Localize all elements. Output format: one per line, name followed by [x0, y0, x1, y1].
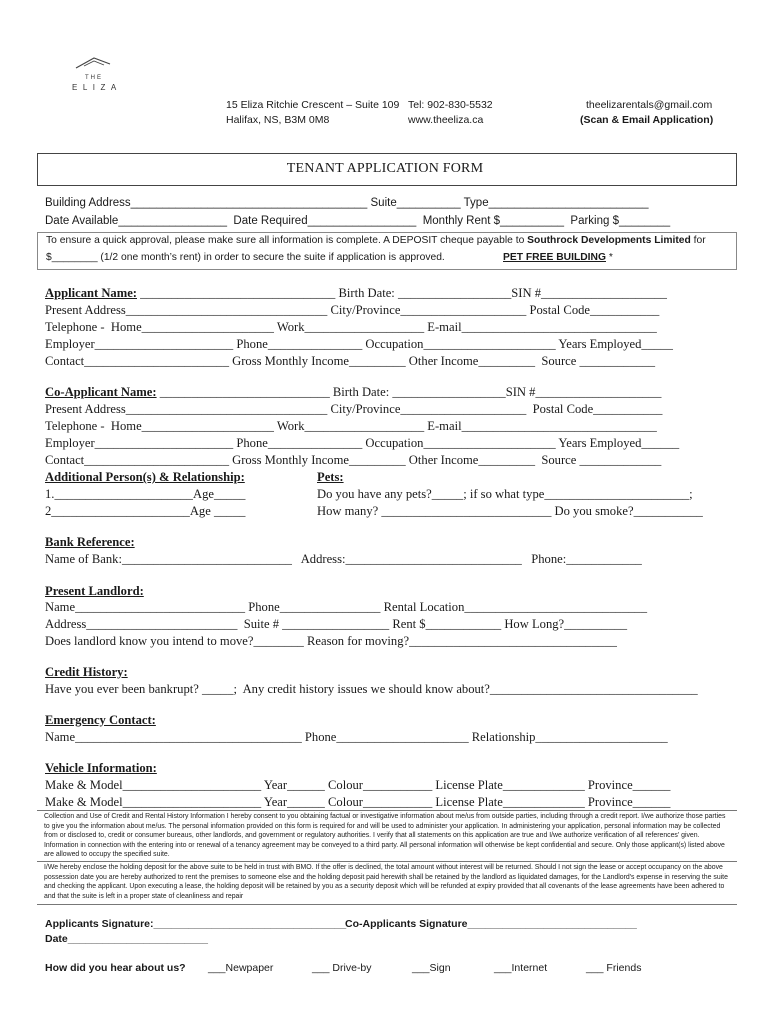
applicant-line-2[interactable]: Present Address________________________________ City/Province____________________ Postal Code___________: [45, 303, 660, 317]
email-link[interactable]: theelizarentals@gmail.com: [586, 99, 713, 111]
coapplicant-heading: Co-Applicant Name:: [45, 385, 157, 399]
property-row-1[interactable]: Building Address_____________________________________ Suite__________ Type_________________________: [45, 197, 649, 209]
website-link[interactable]: www.theeliza.ca: [408, 114, 484, 126]
disclaimer-credit-consent: Collection and Use of Credit and Rental History Information I hereby consent to you obtaining factual or investigative information about me/us from outside parties, including through a credit report. I/we authorize those parties to give you the information about me/us. The personal information provided on this form is required for and will be used to administer your application. In administering your application, personal information may be collected from or disclosed to, credit or consumer bureaus, other landlords, and government or regulatory authorities. I verify that all statements on this application are true and I/we authorize verification of all references' given. Information in connection with the entering into or renewal of a tenancy agreement may be conveyed to a third party. All personal information will otherwise be kept confidential and secure. Only those applicant(s) listed above are allowed to occupy the specified suite.: [44, 813, 726, 858]
bank-heading: Bank Reference:: [45, 535, 135, 549]
landlord-line-1[interactable]: Name___________________________ Phone________________ Rental Location_____________________________: [45, 600, 648, 614]
coapplicant-line-3[interactable]: Telephone - Home_____________________ Work___________________ E-mail_______________________________: [45, 419, 657, 433]
disclaimer-divider-mid: [37, 861, 737, 862]
pets-question-1[interactable]: Do you have any pets?_____; if so what type_______________________;: [317, 487, 693, 501]
credit-line-1[interactable]: Have you ever been bankrupt? _____; Any credit history issues we should know about?_________________________________: [45, 682, 698, 696]
coapplicant-line-4[interactable]: Employer______________________ Phone_______________ Occupation_____________________ Years Employed______: [45, 436, 680, 450]
coapplicant-signature[interactable]: Co-Applicants Signature_____________________________: [345, 918, 637, 930]
vehicle-line-2[interactable]: Make & Model______________________ Year______ Colour___________ License Plate_____________ Province______: [45, 795, 671, 809]
pet-free-label: [503, 252, 613, 263]
telephone: Tel: 902-830-5532: [408, 99, 493, 111]
pets-heading: Pets:: [317, 470, 344, 484]
scan-email-note: (Scan & Email Application): [580, 114, 714, 126]
emergency-line-1[interactable]: Name____________________________________ Phone_____________________ Relationship_____________________: [45, 730, 668, 744]
pet-free-star: *: [605, 252, 613, 263]
coapplicant-l1[interactable]: ___________________________ Birth Date: __________________SIN #____________________: [156, 385, 662, 399]
applicant-line-5[interactable]: Contact_______________________ Gross Monthly Income_________ Other Income_________ Source ____________: [45, 354, 656, 368]
disclaimer-divider-bottom: [37, 904, 737, 905]
applicant-signature[interactable]: Applicants Signature:_________________________________: [45, 918, 347, 930]
disclaimer-deposit: I/We hereby enclose the holding deposit for the above suite to be held in trust with BMO. If the offer is declined, the total amount without interest will be returned. Should I not sign the lease or accept occupancy on the above possession date you are hereby authorized to rent the premises to someone else and the holding deposit paid herewith shall be retained by the landlord as liquidated damages, for the Landlord's expense in reserving the suite and checking the applicant. Upon executing a lease, the holding deposit will be retained by you as a security deposit which will be refunded at expiry provided that all covenants of the lease agreements have been adhered to and that the suite is left in a proper state of cleanliness and repair: [44, 864, 728, 900]
vehicle-heading: Vehicle Information:: [45, 761, 157, 775]
hear-option-driveby[interactable]: ___ Drive-by: [312, 962, 372, 974]
applicant-line-1[interactable]: [45, 285, 667, 301]
notice-text: To ensure a quick approval, please make sure all information is complete. A DEPOSIT cheque payable to: [46, 235, 528, 246]
logo-eliza: ELIZA: [72, 83, 122, 92]
hear-option-internet[interactable]: ___Internet: [494, 962, 548, 974]
form-title: TENANT APPLICATION FORM: [286, 161, 484, 176]
hear-option-sign[interactable]: ___Sign: [412, 962, 451, 974]
disclaimer-divider-top: [37, 810, 737, 811]
credit-heading: Credit History:: [45, 665, 128, 679]
hear-option-newspaper[interactable]: ___Newpaper: [208, 962, 274, 974]
landlord-line-3[interactable]: Does landlord know you intend to move?________ Reason for moving?_________________________________: [45, 634, 617, 648]
pets-question-2[interactable]: How many? ___________________________ Do you smoke?___________: [317, 504, 703, 518]
address-line2: Halifax, NS, B3M 0M8: [226, 114, 330, 126]
notice-line-2: [46, 252, 445, 263]
logo: [66, 54, 122, 96]
applicant-heading: Applicant Name:: [45, 286, 137, 300]
landlord-heading: Present Landlord:: [45, 584, 144, 598]
applicant-line-4[interactable]: Employer______________________ Phone_______________ Occupation_____________________ Years Employed_____: [45, 337, 673, 351]
applicant-l1[interactable]: _______________________________ Birth Date: __________________SIN #____________________: [137, 286, 667, 300]
notice-line-1: [46, 235, 706, 246]
coapplicant-line-2[interactable]: Present Address________________________________ City/Province____________________ Postal Code___________: [45, 402, 663, 416]
bank-line-1[interactable]: Name of Bank:___________________________ Address:____________________________ Phone:____________: [45, 552, 642, 566]
emergency-heading: Emergency Contact:: [45, 713, 156, 727]
applicant-line-3[interactable]: Telephone - Home_____________________ Work___________________ E-mail_______________________________: [45, 320, 657, 334]
roof-logo-icon: [66, 54, 122, 74]
logo-the: THE: [85, 75, 103, 81]
property-row-2[interactable]: Date Available_________________ Date Required_________________ Monthly Rent $__________ Parking $________: [45, 215, 671, 227]
coapplicant-line-1[interactable]: [45, 384, 661, 400]
notice-text-end: for: [690, 235, 706, 246]
notice-company: Southrock Developments Limited: [527, 235, 691, 246]
coapplicant-line-5[interactable]: Contact_______________________ Gross Monthly Income_________ Other Income_________ Source _____________: [45, 453, 662, 467]
landlord-line-2[interactable]: Address________________________ Suite # _________________ Rent $____________ How Long?__________: [45, 617, 628, 631]
hear-option-friends[interactable]: ___ Friends: [586, 962, 642, 974]
additional-person-2[interactable]: 2______________________Age _____: [45, 504, 246, 518]
vehicle-line-1[interactable]: Make & Model______________________ Year______ Colour___________ License Plate_____________ Province______: [45, 778, 671, 792]
signature-date[interactable]: Date________________________: [45, 933, 208, 945]
notice-deposit: $________ (1/2 one month’s rent) in order to secure the suite if application is approved.: [46, 252, 445, 263]
address-line1: 15 Eliza Ritchie Crescent – Suite 109: [226, 99, 400, 111]
additional-person-1[interactable]: 1.______________________Age_____: [45, 487, 246, 501]
hear-question: How did you hear about us?: [45, 962, 186, 974]
additional-heading: Additional Person(s) & Relationship:: [45, 470, 245, 484]
pet-free-text: PET FREE BUILDING: [503, 252, 606, 263]
